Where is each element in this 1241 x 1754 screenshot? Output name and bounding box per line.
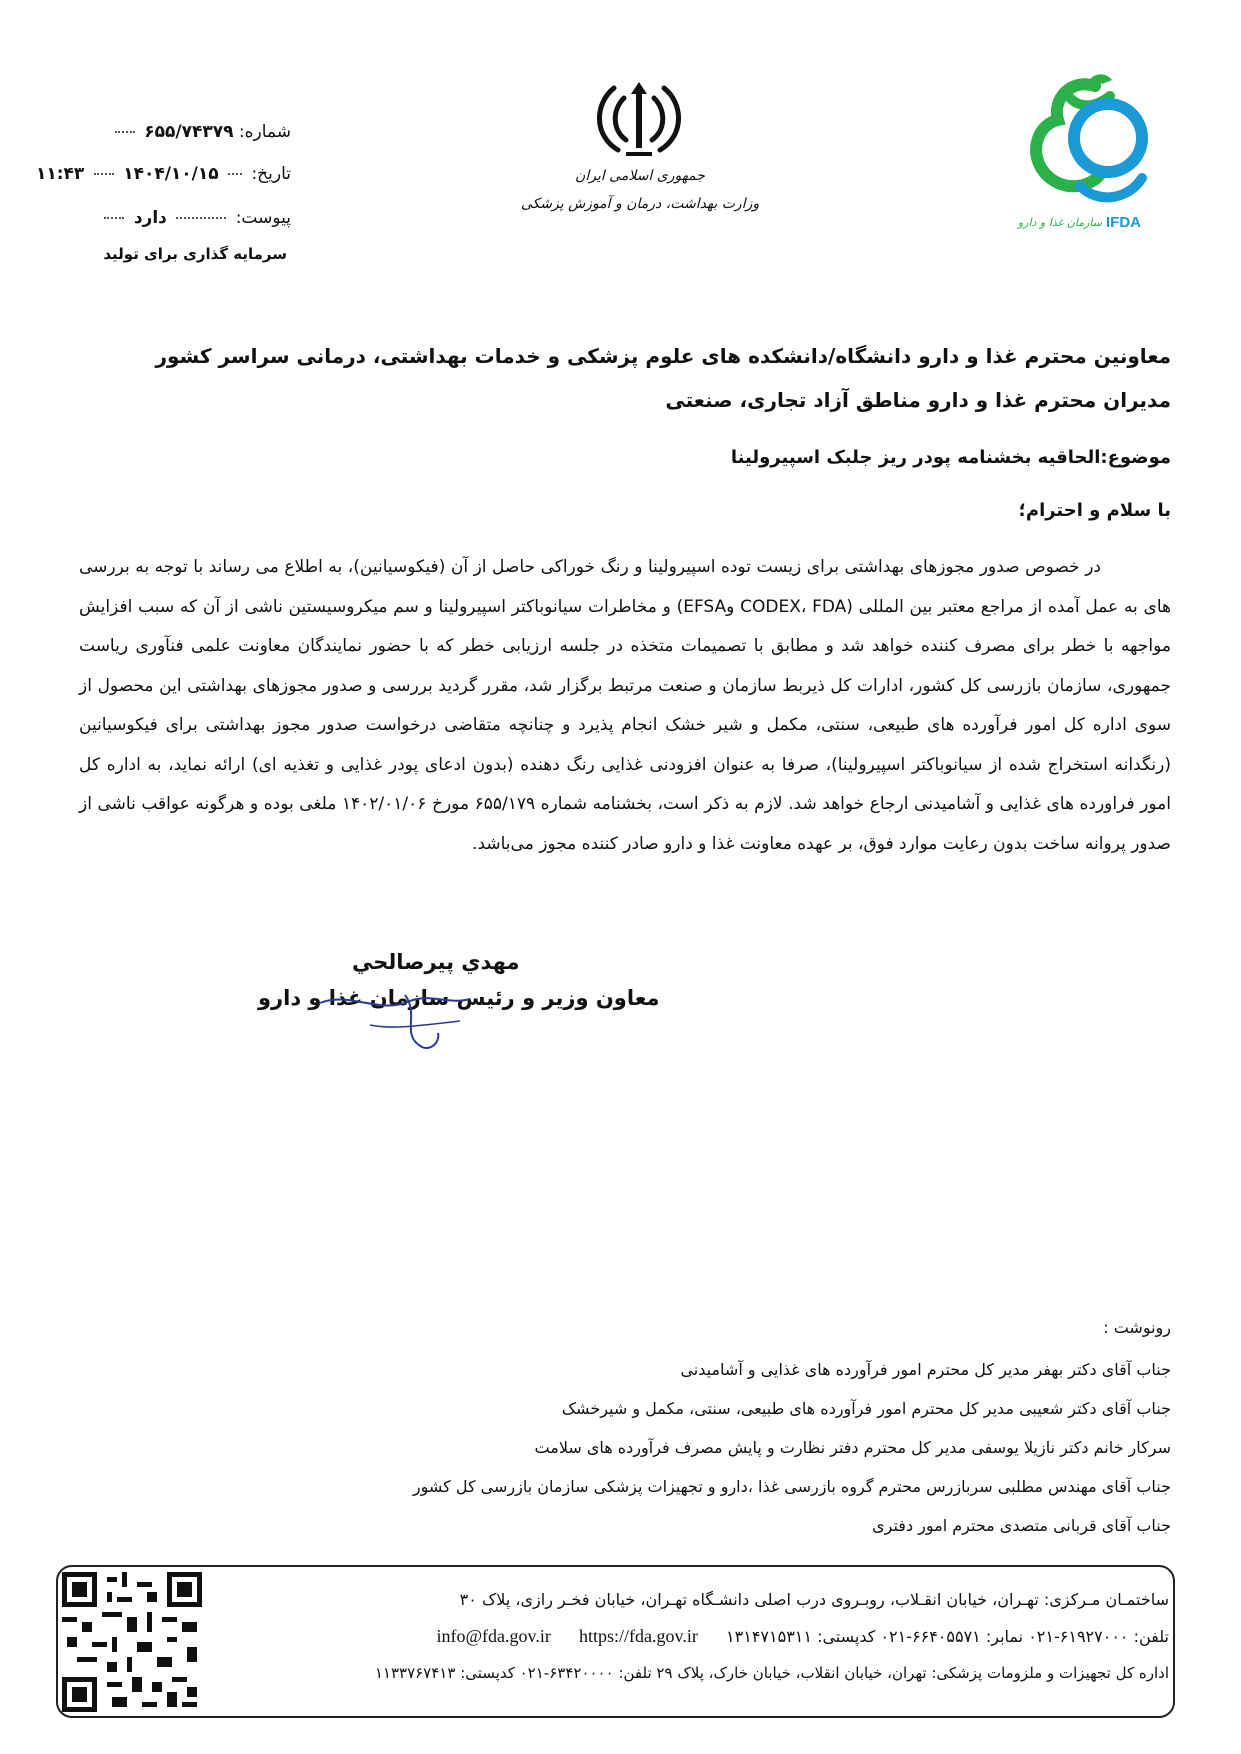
letter-time: ۱۱:۴۳	[36, 164, 85, 184]
letter-subject: موضوع:الحاقیه بخشنامه پودر ریز جلبک اسپیرولینا	[730, 447, 1171, 468]
iran-emblem	[584, 74, 694, 164]
handwritten-signature	[310, 985, 490, 1055]
emblem-line2: وزارت بهداشت، درمان و آموزش پزشکی	[520, 196, 760, 212]
dotted-line	[176, 217, 226, 219]
signature-title: معاون وزیر و رئیس سازمان غذا و دارو	[258, 986, 660, 1010]
letter-body: در خصوص صدور مجوزهای بهداشتی برای زیست توده اسپیرولینا و رنگ خوراکی حاصل از آن (فیکوسیانین)، به اطلاع می رساند با توجه به بررسی های به عمل آمده از مراجع معتبر بین المللی (CODEX، FDA وEFSA) و مخاطرات سیانوباکتر اسپیرولینا و سم میکروسیستین ناشی از آن که سبب افزایش مواجهه با خطر برای مصرف کننده خواهد شد و مطابق با تصمیمات متخذه در جلسه ارزیابی خطر که با حضور نمایندگان معاونت علمی فنآوری ریاست جمهوری، سازمان بازرسی کل کشور، ادارات کل ذیربط سازمان و صنعت مرتبط برگزار شد، مقرر گردید بررسی و صدور مجوزهای بهداشتی این محصول از سوی اداره کل امور فرآورده های طبیعی، سنتی، مکمل و شیر خشک انجام پذیرد و چنانچه متقاضی درخواست صدور مجوز بهداشتی برای فیکوسیانین (رنگدانه استخراج شده از سیانوباکتر اسپیرولینا)، صرفا به عنوان افزودنی غذایی رنگ دهنده (بدون ادعای پودر غذایی و تغذیه ای) ارائه نماید، به اداره کل امور فراورده های غذایی و آشامیدنی ارجاع خواهد شد. لازم به ذکر است، بخشنامه شماره ۶۵۵/۱۷۹ مورخ ۱۴۰۲/۰۱/۰۶ ملغی بوده و هرگونه عواقب ناشی از صدور پروانه ساخت بدون رعایت موارد فوق، بر عهده معاونت غذا و دارو صادر کننده مجوز می‌باشد.	[79, 557, 1171, 854]
cc-list-item: جناب آقای دکتر بهفر مدیر کل محترم امور فرآورده های غذایی و آشامیدنی	[680, 1360, 1171, 1379]
ifda-logo-icon	[1010, 68, 1160, 218]
number-label: شماره:	[238, 122, 291, 142]
signature-scribble-icon	[310, 985, 490, 1055]
footer-equipment-office: اداره کل تجهیزات و ملزومات پزشکی: تهران، خیابان انقلاب، خیابان خارک، پلاک ۲۹ تلفن: ۶۳۴۲۰۰۰۰-۰۲۱ کدپستی: ۱۱۳۳۷۶۷۴۱۳	[374, 1664, 1169, 1682]
dotted-line	[228, 173, 242, 175]
footer-phones: تلفن: ۶۱۹۲۷۰۰۰-۰۲۱ نمابر: ۶۶۴۰۵۵۷۱-۰۲۱ کدپستی: ۱۳۱۴۷۱۵۳۱۱	[726, 1627, 1169, 1646]
date-label: تاریخ:	[251, 164, 291, 184]
cc-list-item: جناب آقای قربانی متصدی محترم امور دفتری	[872, 1516, 1171, 1535]
cc-label: رونوشت :	[1103, 1318, 1171, 1337]
cc-list-item: جناب آقای دکتر شعیبی مدیر کل محترم امور فرآورده های طبیعی، سنتی، مکمل و شیرخشک	[561, 1399, 1171, 1418]
slogan: سرمایه گذاری برای تولید	[103, 245, 287, 263]
greeting: با سلام و احترام؛	[1018, 500, 1171, 521]
cc-list-item: جناب آقای مهندس مطلبی سربازرس محترم گروه بازرسی غذا ،دارو و تجهیزات پزشکی سازمان بازرسی کل کشور	[412, 1477, 1171, 1496]
signature-name: مهدي پيرصالحي	[352, 950, 520, 974]
ifda-persian-name: سازمان غذا و دارو	[1017, 216, 1102, 229]
qr-code-icon	[62, 1572, 202, 1712]
attachment-row	[31, 210, 291, 227]
dotted-line	[104, 217, 124, 219]
letter-number-row	[31, 124, 291, 141]
dotted-line	[115, 131, 135, 133]
emblem-line1: جمهوری اسلامی ایران	[575, 168, 705, 184]
letter-date: ۱۴۰۴/۱۰/۱۵	[123, 164, 219, 184]
letter-number: ۶۵۵/۷۴۳۷۹	[144, 122, 234, 142]
footer-address: ساختمـان مـرکزی: تهـران، خیابان انقـلاب، روبـروی درب اصلی دانشـگاه تهـران، خیابان فخـر رازی، پلاک ۳۰	[459, 1590, 1169, 1609]
ifda-logo	[1010, 68, 1160, 233]
recipient-line: مدیران محترم غذا و دارو مناطق آزاد تجاری، صنعتی	[665, 388, 1171, 412]
attachment-label: پیوست:	[235, 208, 291, 228]
ifda-latin-name: IFDA	[1106, 214, 1141, 231]
recipient-line: معاونین محترم غذا و دارو دانشگاه/دانشکده های علوم پزشکی و خدمات بهداشتی، درمانی سراسر کشور	[155, 344, 1171, 368]
footer-contacts-row	[269, 1626, 1169, 1647]
qr-code	[62, 1572, 202, 1712]
attachment-value: دارد	[133, 208, 167, 228]
footer-email[interactable]: info@fda.gov.ir	[436, 1626, 551, 1646]
footer-website[interactable]: https://fda.gov.ir	[579, 1626, 698, 1646]
dotted-line	[94, 173, 114, 175]
emblem-icon	[584, 74, 694, 164]
cc-list-item: سرکار خانم دکتر نازیلا یوسفی مدیر کل محترم دفتر نظارت و پایش مصرف فرآورده های سلامت	[534, 1438, 1171, 1457]
